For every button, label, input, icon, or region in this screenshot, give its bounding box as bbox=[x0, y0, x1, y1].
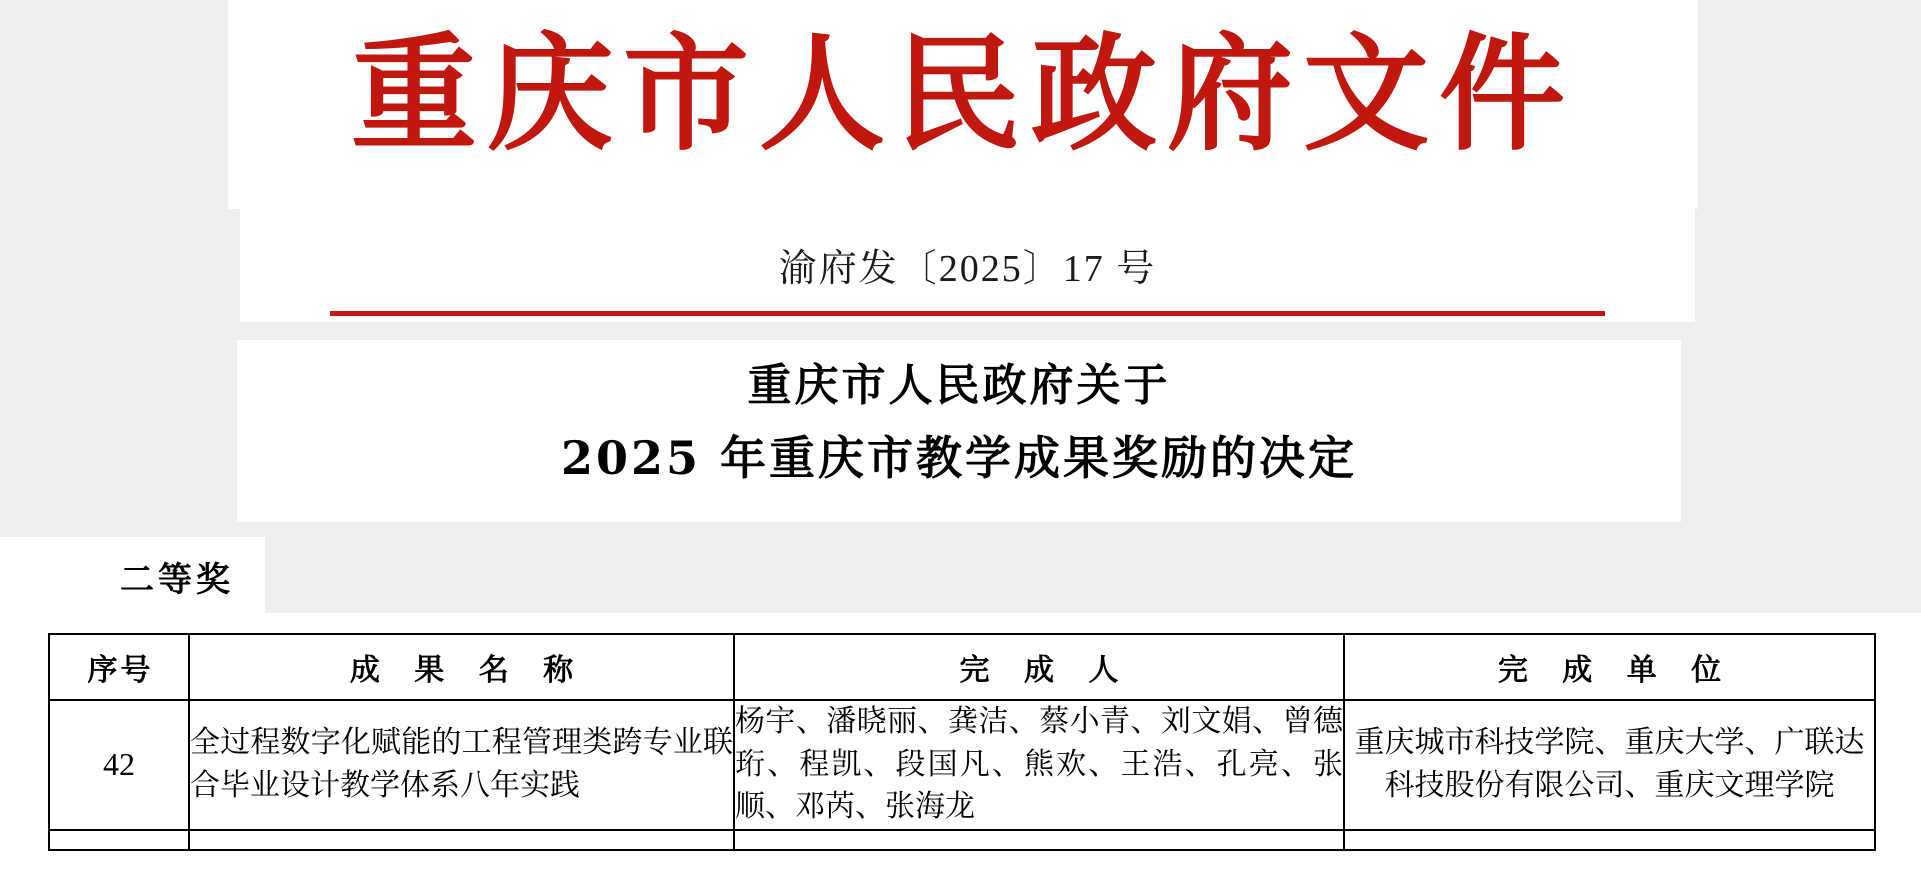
award-tier-label: 二等奖 bbox=[120, 560, 234, 600]
background-strip bbox=[0, 537, 1921, 613]
results-table bbox=[48, 633, 1876, 851]
cell-achievement: 全过程数字化赋能的工程管理类跨专业联合毕业设计教学体系八年实践 bbox=[189, 700, 734, 830]
heading-line-2: 2025 年重庆市教学成果奖励的决定 bbox=[560, 431, 1358, 486]
cell-unit bbox=[1344, 830, 1875, 850]
column-header-unit: 完 成 单 位 bbox=[1344, 634, 1875, 700]
masthead-title: 重庆市人民政府文件 bbox=[351, 20, 1575, 168]
cell-no bbox=[49, 830, 189, 850]
cell-unit: 重庆城市科技学院、重庆大学、广联达科技股份有限公司、重庆文理学院 bbox=[1344, 700, 1875, 830]
table-row bbox=[49, 700, 1875, 830]
heading-line-1: 重庆市人民政府关于 bbox=[747, 360, 1171, 411]
document-number: 渝府发〔2025〕17 号 bbox=[778, 248, 1157, 290]
page-title bbox=[237, 350, 1681, 496]
cell-no: 42 bbox=[49, 700, 189, 830]
cell-people: 杨宇、潘晓丽、龚洁、蔡小青、刘文娟、曾德珩、程凯、段国凡、熊欢、王浩、孔亮、张顺、邓芮、张海龙 bbox=[734, 700, 1344, 830]
column-header-achievement: 成 果 名 称 bbox=[189, 634, 734, 700]
red-divider-rule bbox=[330, 311, 1605, 316]
table-row-partial bbox=[49, 830, 1875, 850]
table-header-row bbox=[49, 634, 1875, 700]
column-header-no: 序号 bbox=[49, 634, 189, 700]
column-header-people: 完 成 人 bbox=[734, 634, 1344, 700]
results-table-container bbox=[48, 633, 1874, 851]
cell-people bbox=[734, 830, 1344, 850]
cell-achievement bbox=[189, 830, 734, 850]
